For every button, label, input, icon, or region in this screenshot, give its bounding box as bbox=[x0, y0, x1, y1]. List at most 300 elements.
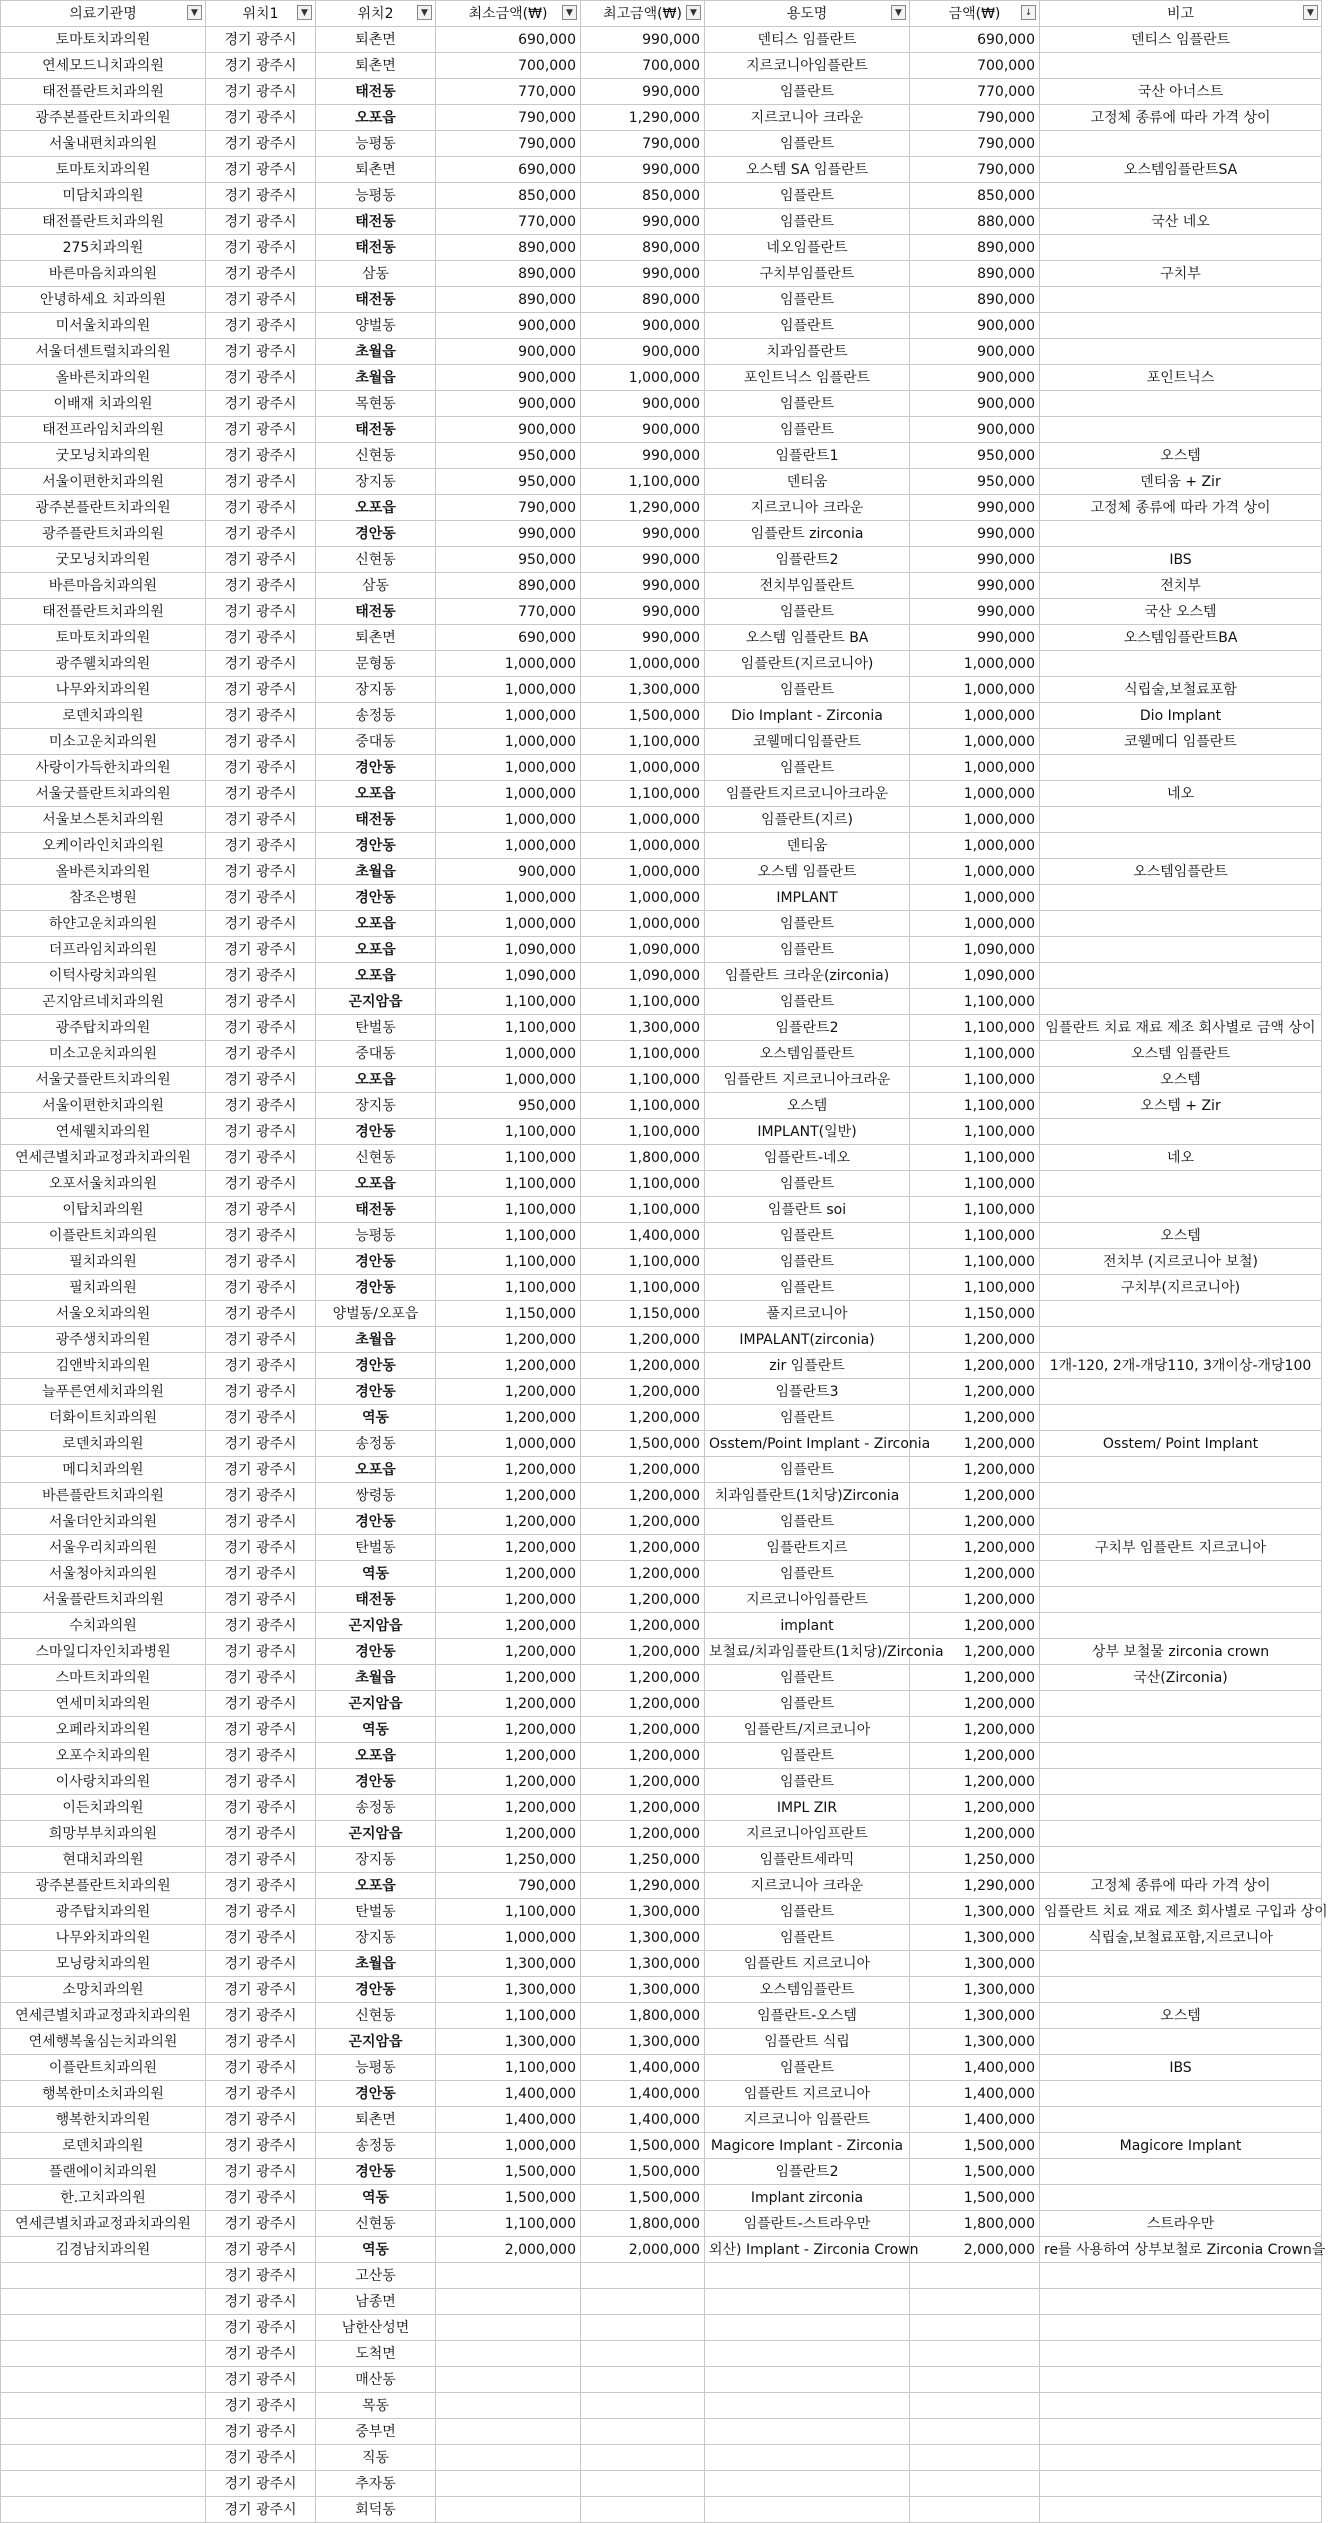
price-cell[interactable]: 1,300,000 bbox=[910, 2029, 1040, 2055]
institution-cell[interactable]: 로덴치과의원 bbox=[1, 1431, 206, 1457]
note-cell[interactable]: 고정체 종류에 따라 가격 상이 bbox=[1040, 105, 1322, 131]
min-price-cell[interactable]: 1,100,000 bbox=[436, 2055, 581, 2081]
institution-cell[interactable]: 서울더안치과의원 bbox=[1, 1509, 206, 1535]
min-price-cell[interactable]: 1,400,000 bbox=[436, 2107, 581, 2133]
max-price-cell[interactable]: 1,200,000 bbox=[581, 1405, 705, 1431]
location1-cell[interactable]: 경기 광주시 bbox=[206, 79, 316, 105]
price-cell[interactable] bbox=[910, 2315, 1040, 2341]
min-price-cell[interactable]: 1,000,000 bbox=[436, 1431, 581, 1457]
note-cell[interactable] bbox=[1040, 1327, 1322, 1353]
price-cell[interactable]: 1,100,000 bbox=[910, 1119, 1040, 1145]
institution-cell[interactable]: 광주탑치과의원 bbox=[1, 1015, 206, 1041]
max-price-cell[interactable]: 1,250,000 bbox=[581, 1847, 705, 1873]
usage-cell[interactable] bbox=[705, 2289, 910, 2315]
max-price-cell[interactable]: 1,200,000 bbox=[581, 1379, 705, 1405]
location2-cell[interactable]: 경안동 bbox=[316, 2081, 436, 2107]
price-cell[interactable]: 790,000 bbox=[910, 105, 1040, 131]
location1-cell[interactable]: 경기 광주시 bbox=[206, 1223, 316, 1249]
institution-cell[interactable]: 올바른치과의원 bbox=[1, 859, 206, 885]
note-cell[interactable]: 구치부(지르코니아) bbox=[1040, 1275, 1322, 1301]
note-cell[interactable] bbox=[1040, 885, 1322, 911]
location1-cell[interactable]: 경기 광주시 bbox=[206, 391, 316, 417]
usage-cell[interactable]: 임플란트-오스템 bbox=[705, 2003, 910, 2029]
institution-cell[interactable]: 서울오치과의원 bbox=[1, 1301, 206, 1327]
min-price-cell[interactable] bbox=[436, 2315, 581, 2341]
usage-cell[interactable]: Implant zirconia bbox=[705, 2185, 910, 2211]
institution-cell[interactable]: 안녕하세요 치과의원 bbox=[1, 287, 206, 313]
institution-cell[interactable]: 서울내편치과의원 bbox=[1, 131, 206, 157]
price-cell[interactable]: 1,200,000 bbox=[910, 1587, 1040, 1613]
price-cell[interactable]: 990,000 bbox=[910, 521, 1040, 547]
location2-cell[interactable]: 신현동 bbox=[316, 2003, 436, 2029]
note-cell[interactable] bbox=[1040, 1457, 1322, 1483]
location2-cell[interactable]: 오포읍 bbox=[316, 1067, 436, 1093]
note-cell[interactable]: 오스템임플란트 bbox=[1040, 859, 1322, 885]
usage-cell[interactable]: Magicore Implant - Zirconia bbox=[705, 2133, 910, 2159]
max-price-cell[interactable]: 1,100,000 bbox=[581, 1249, 705, 1275]
location1-cell[interactable]: 경기 광주시 bbox=[206, 2289, 316, 2315]
note-cell[interactable] bbox=[1040, 1171, 1322, 1197]
note-cell[interactable]: 오스템 bbox=[1040, 2003, 1322, 2029]
max-price-cell[interactable]: 1,200,000 bbox=[581, 1457, 705, 1483]
price-cell[interactable]: 1,000,000 bbox=[910, 651, 1040, 677]
price-cell[interactable]: 1,100,000 bbox=[910, 1145, 1040, 1171]
location2-cell[interactable]: 오포읍 bbox=[316, 1873, 436, 1899]
min-price-cell[interactable]: 890,000 bbox=[436, 287, 581, 313]
institution-cell[interactable]: 미소고운치과의원 bbox=[1, 1041, 206, 1067]
min-price-cell[interactable] bbox=[436, 2497, 581, 2523]
usage-cell[interactable]: 임플란트 bbox=[705, 599, 910, 625]
max-price-cell[interactable]: 900,000 bbox=[581, 391, 705, 417]
note-cell[interactable]: 전치부 bbox=[1040, 573, 1322, 599]
max-price-cell[interactable]: 1,200,000 bbox=[581, 1691, 705, 1717]
max-price-cell[interactable]: 1,800,000 bbox=[581, 2211, 705, 2237]
note-cell[interactable] bbox=[1040, 391, 1322, 417]
price-cell[interactable]: 1,200,000 bbox=[910, 1353, 1040, 1379]
location2-cell[interactable]: 회덕동 bbox=[316, 2497, 436, 2523]
note-cell[interactable]: 임플란트 치료 재료 제조 회사별로 금액 상이 bbox=[1040, 1015, 1322, 1041]
price-cell[interactable]: 990,000 bbox=[910, 599, 1040, 625]
min-price-cell[interactable]: 1,200,000 bbox=[436, 1821, 581, 1847]
min-price-cell[interactable]: 1,200,000 bbox=[436, 1665, 581, 1691]
institution-cell[interactable] bbox=[1, 2263, 206, 2289]
max-price-cell[interactable]: 1,100,000 bbox=[581, 989, 705, 1015]
usage-cell[interactable]: 임플란트지르 bbox=[705, 1535, 910, 1561]
location2-cell[interactable]: 남한산성면 bbox=[316, 2315, 436, 2341]
location1-cell[interactable]: 경기 광주시 bbox=[206, 2497, 316, 2523]
usage-cell[interactable]: 오스템 bbox=[705, 1093, 910, 1119]
institution-cell[interactable]: 연세모드니치과의원 bbox=[1, 53, 206, 79]
max-price-cell[interactable]: 1,290,000 bbox=[581, 105, 705, 131]
note-cell[interactable]: 오스템 bbox=[1040, 443, 1322, 469]
institution-cell[interactable]: 서울보스톤치과의원 bbox=[1, 807, 206, 833]
min-price-cell[interactable]: 1,250,000 bbox=[436, 1847, 581, 1873]
min-price-cell[interactable]: 950,000 bbox=[436, 547, 581, 573]
min-price-cell[interactable]: 990,000 bbox=[436, 521, 581, 547]
note-cell[interactable]: 1개-120, 2개-개당110, 3개이상-개당100 bbox=[1040, 1353, 1322, 1379]
usage-cell[interactable] bbox=[705, 2315, 910, 2341]
usage-cell[interactable]: 임플란트 bbox=[705, 1743, 910, 1769]
institution-cell[interactable]: 나무와치과의원 bbox=[1, 677, 206, 703]
min-price-cell[interactable]: 1,200,000 bbox=[436, 1717, 581, 1743]
institution-cell[interactable]: 태전플란트치과의원 bbox=[1, 209, 206, 235]
location1-cell[interactable]: 경기 광주시 bbox=[206, 1275, 316, 1301]
max-price-cell[interactable]: 1,000,000 bbox=[581, 807, 705, 833]
price-cell[interactable] bbox=[910, 2341, 1040, 2367]
location2-cell[interactable]: 장지동 bbox=[316, 677, 436, 703]
price-cell[interactable]: 1,200,000 bbox=[910, 1327, 1040, 1353]
max-price-cell[interactable]: 1,000,000 bbox=[581, 365, 705, 391]
price-cell[interactable]: 1,200,000 bbox=[910, 1379, 1040, 1405]
institution-cell[interactable]: 바른플란트치과의원 bbox=[1, 1483, 206, 1509]
max-price-cell[interactable]: 890,000 bbox=[581, 235, 705, 261]
max-price-cell[interactable]: 700,000 bbox=[581, 53, 705, 79]
min-price-cell[interactable] bbox=[436, 2289, 581, 2315]
location1-cell[interactable]: 경기 광주시 bbox=[206, 677, 316, 703]
usage-cell[interactable]: 임플란트-스트라우만 bbox=[705, 2211, 910, 2237]
note-cell[interactable]: 네오 bbox=[1040, 781, 1322, 807]
institution-cell[interactable]: 서울이편한치과의원 bbox=[1, 1093, 206, 1119]
note-cell[interactable] bbox=[1040, 1977, 1322, 2003]
note-cell[interactable]: IBS bbox=[1040, 547, 1322, 573]
location2-cell[interactable]: 능평동 bbox=[316, 131, 436, 157]
institution-cell[interactable] bbox=[1, 2367, 206, 2393]
usage-cell[interactable]: 임플란트 bbox=[705, 209, 910, 235]
location2-cell[interactable]: 오포읍 bbox=[316, 495, 436, 521]
filter-dropdown-icon[interactable]: ▼ bbox=[1303, 5, 1318, 20]
institution-cell[interactable] bbox=[1, 2497, 206, 2523]
location2-cell[interactable]: 태전동 bbox=[316, 287, 436, 313]
note-cell[interactable]: 구치부 임플란트 지르코니아 bbox=[1040, 1535, 1322, 1561]
location2-cell[interactable]: 역동 bbox=[316, 2237, 436, 2263]
min-price-cell[interactable] bbox=[436, 2367, 581, 2393]
price-cell[interactable]: 1,000,000 bbox=[910, 755, 1040, 781]
max-price-cell[interactable]: 1,500,000 bbox=[581, 1431, 705, 1457]
max-price-cell[interactable]: 1,300,000 bbox=[581, 1925, 705, 1951]
location1-cell[interactable]: 경기 광주시 bbox=[206, 1899, 316, 1925]
price-cell[interactable]: 1,000,000 bbox=[910, 885, 1040, 911]
location2-cell[interactable]: 장지동 bbox=[316, 1847, 436, 1873]
max-price-cell[interactable]: 1,400,000 bbox=[581, 2107, 705, 2133]
usage-cell[interactable]: 임플란트 bbox=[705, 1665, 910, 1691]
note-cell[interactable] bbox=[1040, 1483, 1322, 1509]
usage-cell[interactable]: 임플란트3 bbox=[705, 1379, 910, 1405]
institution-cell[interactable]: 이배재 치과의원 bbox=[1, 391, 206, 417]
price-cell[interactable]: 1,100,000 bbox=[910, 1249, 1040, 1275]
location1-cell[interactable]: 경기 광주시 bbox=[206, 1977, 316, 2003]
usage-cell[interactable]: IMPLANT bbox=[705, 885, 910, 911]
institution-cell[interactable]: 더프라임치과의원 bbox=[1, 937, 206, 963]
note-cell[interactable]: 고정체 종류에 따라 가격 상이 bbox=[1040, 495, 1322, 521]
max-price-cell[interactable]: 900,000 bbox=[581, 417, 705, 443]
location2-cell[interactable]: 경안동 bbox=[316, 1249, 436, 1275]
institution-cell[interactable]: 참조은병원 bbox=[1, 885, 206, 911]
usage-cell[interactable]: 임플란트 지르코니아 bbox=[705, 2081, 910, 2107]
location2-cell[interactable]: 곤지암읍 bbox=[316, 1613, 436, 1639]
price-cell[interactable]: 1,200,000 bbox=[910, 1769, 1040, 1795]
location1-cell[interactable]: 경기 광주시 bbox=[206, 2471, 316, 2497]
location1-cell[interactable]: 경기 광주시 bbox=[206, 885, 316, 911]
max-price-cell[interactable]: 990,000 bbox=[581, 547, 705, 573]
usage-cell[interactable] bbox=[705, 2419, 910, 2445]
max-price-cell[interactable]: 2,000,000 bbox=[581, 2237, 705, 2263]
price-cell[interactable]: 900,000 bbox=[910, 391, 1040, 417]
location1-cell[interactable]: 경기 광주시 bbox=[206, 287, 316, 313]
note-cell[interactable] bbox=[1040, 2185, 1322, 2211]
min-price-cell[interactable]: 890,000 bbox=[436, 235, 581, 261]
max-price-cell[interactable]: 1,090,000 bbox=[581, 963, 705, 989]
price-cell[interactable]: 990,000 bbox=[910, 573, 1040, 599]
usage-cell[interactable]: 덴티움 bbox=[705, 833, 910, 859]
location1-cell[interactable]: 경기 광주시 bbox=[206, 131, 316, 157]
location2-cell[interactable]: 오포읍 bbox=[316, 781, 436, 807]
note-cell[interactable]: 고정체 종류에 따라 가격 상이 bbox=[1040, 1873, 1322, 1899]
note-cell[interactable] bbox=[1040, 2393, 1322, 2419]
location1-cell[interactable]: 경기 광주시 bbox=[206, 989, 316, 1015]
max-price-cell[interactable]: 1,000,000 bbox=[581, 911, 705, 937]
max-price-cell[interactable]: 1,100,000 bbox=[581, 1275, 705, 1301]
usage-cell[interactable]: 임플란트 bbox=[705, 1899, 910, 1925]
min-price-cell[interactable]: 1,100,000 bbox=[436, 1119, 581, 1145]
price-cell[interactable] bbox=[910, 2393, 1040, 2419]
min-price-cell[interactable]: 1,000,000 bbox=[436, 755, 581, 781]
min-price-cell[interactable]: 1,200,000 bbox=[436, 1509, 581, 1535]
institution-cell[interactable]: 더화이트치과의원 bbox=[1, 1405, 206, 1431]
min-price-cell[interactable]: 770,000 bbox=[436, 79, 581, 105]
max-price-cell[interactable]: 990,000 bbox=[581, 599, 705, 625]
price-cell[interactable]: 1,200,000 bbox=[910, 1821, 1040, 1847]
max-price-cell[interactable]: 1,000,000 bbox=[581, 833, 705, 859]
location2-cell[interactable]: 신현동 bbox=[316, 443, 436, 469]
note-cell[interactable] bbox=[1040, 755, 1322, 781]
usage-cell[interactable]: 치과임플란트 bbox=[705, 339, 910, 365]
max-price-cell[interactable]: 1,100,000 bbox=[581, 1171, 705, 1197]
location1-cell[interactable]: 경기 광주시 bbox=[206, 807, 316, 833]
institution-cell[interactable]: 서울이편한치과의원 bbox=[1, 469, 206, 495]
location1-cell[interactable]: 경기 광주시 bbox=[206, 261, 316, 287]
price-cell[interactable]: 1,000,000 bbox=[910, 807, 1040, 833]
price-cell[interactable]: 1,200,000 bbox=[910, 1405, 1040, 1431]
usage-cell[interactable]: 임플란트 bbox=[705, 79, 910, 105]
location1-cell[interactable]: 경기 광주시 bbox=[206, 547, 316, 573]
usage-cell[interactable]: 치과임플란트(1치당)Zirconia bbox=[705, 1483, 910, 1509]
location2-cell[interactable]: 능평동 bbox=[316, 1223, 436, 1249]
price-cell[interactable]: 1,000,000 bbox=[910, 833, 1040, 859]
location1-cell[interactable]: 경기 광주시 bbox=[206, 443, 316, 469]
min-price-cell[interactable]: 1,000,000 bbox=[436, 911, 581, 937]
note-cell[interactable] bbox=[1040, 313, 1322, 339]
min-price-cell[interactable]: 1,100,000 bbox=[436, 1015, 581, 1041]
max-price-cell[interactable]: 1,100,000 bbox=[581, 1197, 705, 1223]
min-price-cell[interactable]: 1,000,000 bbox=[436, 807, 581, 833]
institution-cell[interactable]: 광주웰치과의원 bbox=[1, 651, 206, 677]
max-price-cell[interactable]: 1,200,000 bbox=[581, 1483, 705, 1509]
usage-cell[interactable] bbox=[705, 2471, 910, 2497]
location2-cell[interactable]: 중부면 bbox=[316, 2419, 436, 2445]
location2-cell[interactable]: 경안동 bbox=[316, 1379, 436, 1405]
location1-cell[interactable]: 경기 광주시 bbox=[206, 1561, 316, 1587]
price-cell[interactable] bbox=[910, 2419, 1040, 2445]
location1-cell[interactable]: 경기 광주시 bbox=[206, 1639, 316, 1665]
institution-cell[interactable]: 늘푸른연세치과의원 bbox=[1, 1379, 206, 1405]
price-cell[interactable]: 1,200,000 bbox=[910, 1665, 1040, 1691]
usage-cell[interactable]: 임플란트 지르코니아크라운 bbox=[705, 1067, 910, 1093]
location2-cell[interactable]: 역동 bbox=[316, 1717, 436, 1743]
usage-cell[interactable]: Dio Implant - Zirconia bbox=[705, 703, 910, 729]
institution-cell[interactable]: 서울플란트치과의원 bbox=[1, 1587, 206, 1613]
usage-cell[interactable]: 임플란트 soi bbox=[705, 1197, 910, 1223]
location2-cell[interactable]: 양벌동/오포읍 bbox=[316, 1301, 436, 1327]
institution-cell[interactable]: 연세행복울심는치과의원 bbox=[1, 2029, 206, 2055]
filter-dropdown-icon[interactable]: ▼ bbox=[297, 5, 312, 20]
max-price-cell[interactable]: 990,000 bbox=[581, 27, 705, 53]
note-cell[interactable] bbox=[1040, 2419, 1322, 2445]
max-price-cell[interactable]: 1,300,000 bbox=[581, 1951, 705, 1977]
max-price-cell[interactable]: 1,200,000 bbox=[581, 1561, 705, 1587]
usage-cell[interactable]: 임플란트1 bbox=[705, 443, 910, 469]
price-cell[interactable]: 1,800,000 bbox=[910, 2211, 1040, 2237]
note-cell[interactable]: Magicore Implant bbox=[1040, 2133, 1322, 2159]
max-price-cell[interactable]: 990,000 bbox=[581, 443, 705, 469]
note-cell[interactable] bbox=[1040, 183, 1322, 209]
institution-cell[interactable]: 서울우리치과의원 bbox=[1, 1535, 206, 1561]
price-cell[interactable]: 900,000 bbox=[910, 313, 1040, 339]
note-cell[interactable]: 식립술,보철료포함,지르코니아 bbox=[1040, 1925, 1322, 1951]
price-cell[interactable]: 1,200,000 bbox=[910, 1743, 1040, 1769]
note-cell[interactable] bbox=[1040, 1613, 1322, 1639]
location1-cell[interactable]: 경기 광주시 bbox=[206, 2315, 316, 2341]
note-cell[interactable]: IBS bbox=[1040, 2055, 1322, 2081]
min-price-cell[interactable]: 1,000,000 bbox=[436, 1067, 581, 1093]
location2-cell[interactable]: 퇴촌면 bbox=[316, 53, 436, 79]
filter-dropdown-icon[interactable]: ▼ bbox=[891, 5, 906, 20]
location2-cell[interactable]: 오포읍 bbox=[316, 1171, 436, 1197]
usage-cell[interactable]: 임플란트 bbox=[705, 313, 910, 339]
max-price-cell[interactable]: 1,500,000 bbox=[581, 2185, 705, 2211]
usage-cell[interactable]: 임플란트(지르) bbox=[705, 807, 910, 833]
min-price-cell[interactable]: 1,200,000 bbox=[436, 1691, 581, 1717]
min-price-cell[interactable]: 950,000 bbox=[436, 1093, 581, 1119]
usage-cell[interactable] bbox=[705, 2341, 910, 2367]
location1-cell[interactable]: 경기 광주시 bbox=[206, 2211, 316, 2237]
location2-cell[interactable]: 태전동 bbox=[316, 235, 436, 261]
min-price-cell[interactable]: 1,100,000 bbox=[436, 1223, 581, 1249]
location2-cell[interactable]: 곤지암읍 bbox=[316, 1821, 436, 1847]
note-cell[interactable] bbox=[1040, 1119, 1322, 1145]
usage-cell[interactable]: 임플란트 크라운(zirconia) bbox=[705, 963, 910, 989]
institution-cell[interactable] bbox=[1, 2445, 206, 2471]
location2-cell[interactable]: 송정동 bbox=[316, 1431, 436, 1457]
max-price-cell[interactable]: 1,100,000 bbox=[581, 1093, 705, 1119]
max-price-cell[interactable]: 1,500,000 bbox=[581, 2159, 705, 2185]
usage-cell[interactable]: implant bbox=[705, 1613, 910, 1639]
note-cell[interactable] bbox=[1040, 1795, 1322, 1821]
max-price-cell[interactable]: 1,200,000 bbox=[581, 1353, 705, 1379]
max-price-cell[interactable]: 990,000 bbox=[581, 625, 705, 651]
min-price-cell[interactable]: 1,000,000 bbox=[436, 1925, 581, 1951]
usage-cell[interactable]: 임플란트 bbox=[705, 1249, 910, 1275]
price-cell[interactable]: 990,000 bbox=[910, 625, 1040, 651]
location2-cell[interactable]: 오포읍 bbox=[316, 963, 436, 989]
price-cell[interactable]: 1,000,000 bbox=[910, 911, 1040, 937]
note-cell[interactable]: 오스템 bbox=[1040, 1223, 1322, 1249]
max-price-cell[interactable]: 1,200,000 bbox=[581, 1821, 705, 1847]
min-price-cell[interactable]: 790,000 bbox=[436, 495, 581, 521]
min-price-cell[interactable]: 2,000,000 bbox=[436, 2237, 581, 2263]
price-cell[interactable]: 880,000 bbox=[910, 209, 1040, 235]
note-cell[interactable] bbox=[1040, 1509, 1322, 1535]
note-cell[interactable] bbox=[1040, 1717, 1322, 1743]
usage-cell[interactable]: 오스템임플란트 bbox=[705, 1041, 910, 1067]
price-cell[interactable]: 950,000 bbox=[910, 469, 1040, 495]
institution-cell[interactable]: 연세미치과의원 bbox=[1, 1691, 206, 1717]
max-price-cell[interactable]: 1,000,000 bbox=[581, 885, 705, 911]
usage-cell[interactable]: 임플란트 bbox=[705, 417, 910, 443]
price-cell[interactable]: 1,150,000 bbox=[910, 1301, 1040, 1327]
max-price-cell[interactable] bbox=[581, 2445, 705, 2471]
max-price-cell[interactable]: 1,200,000 bbox=[581, 1717, 705, 1743]
price-cell[interactable]: 950,000 bbox=[910, 443, 1040, 469]
location2-cell[interactable]: 오포읍 bbox=[316, 1743, 436, 1769]
location1-cell[interactable]: 경기 광주시 bbox=[206, 833, 316, 859]
usage-cell[interactable] bbox=[705, 2367, 910, 2393]
location2-cell[interactable]: 송정동 bbox=[316, 2133, 436, 2159]
min-price-cell[interactable]: 890,000 bbox=[436, 261, 581, 287]
price-cell[interactable]: 1,500,000 bbox=[910, 2185, 1040, 2211]
note-cell[interactable]: 국산 네오 bbox=[1040, 209, 1322, 235]
institution-cell[interactable]: 연세큰별치과교정과치과의원 bbox=[1, 1145, 206, 1171]
location2-cell[interactable]: 추자동 bbox=[316, 2471, 436, 2497]
note-cell[interactable] bbox=[1040, 1405, 1322, 1431]
location1-cell[interactable]: 경기 광주시 bbox=[206, 1821, 316, 1847]
note-cell[interactable]: 상부 보철물 zirconia crown bbox=[1040, 1639, 1322, 1665]
institution-cell[interactable] bbox=[1, 2289, 206, 2315]
min-price-cell[interactable]: 950,000 bbox=[436, 469, 581, 495]
location2-cell[interactable]: 문형동 bbox=[316, 651, 436, 677]
location1-cell[interactable]: 경기 광주시 bbox=[206, 2055, 316, 2081]
location2-cell[interactable]: 곤지암읍 bbox=[316, 2029, 436, 2055]
location1-cell[interactable]: 경기 광주시 bbox=[206, 339, 316, 365]
usage-cell[interactable]: 임플란트세라믹 bbox=[705, 1847, 910, 1873]
note-cell[interactable] bbox=[1040, 651, 1322, 677]
sort-filter-icon[interactable]: ↓ bbox=[1021, 5, 1036, 20]
note-cell[interactable] bbox=[1040, 521, 1322, 547]
max-price-cell[interactable]: 890,000 bbox=[581, 287, 705, 313]
institution-cell[interactable] bbox=[1, 2393, 206, 2419]
price-cell[interactable]: 1,100,000 bbox=[910, 1067, 1040, 1093]
min-price-cell[interactable]: 1,000,000 bbox=[436, 729, 581, 755]
price-cell[interactable]: 890,000 bbox=[910, 261, 1040, 287]
institution-cell[interactable] bbox=[1, 2341, 206, 2367]
note-cell[interactable] bbox=[1040, 1587, 1322, 1613]
note-cell[interactable] bbox=[1040, 339, 1322, 365]
location1-cell[interactable]: 경기 광주시 bbox=[206, 1691, 316, 1717]
max-price-cell[interactable]: 1,200,000 bbox=[581, 1639, 705, 1665]
price-cell[interactable]: 1,200,000 bbox=[910, 1535, 1040, 1561]
usage-cell[interactable]: 지르코니아 임플란트 bbox=[705, 2107, 910, 2133]
min-price-cell[interactable]: 1,100,000 bbox=[436, 989, 581, 1015]
min-price-cell[interactable]: 790,000 bbox=[436, 131, 581, 157]
usage-cell[interactable]: 보철료/치과임플란트(1치당)/Zirconia bbox=[705, 1639, 910, 1665]
min-price-cell[interactable]: 900,000 bbox=[436, 391, 581, 417]
location1-cell[interactable]: 경기 광주시 bbox=[206, 1665, 316, 1691]
location1-cell[interactable]: 경기 광주시 bbox=[206, 625, 316, 651]
min-price-cell[interactable]: 1,200,000 bbox=[436, 1743, 581, 1769]
price-cell[interactable]: 1,100,000 bbox=[910, 989, 1040, 1015]
min-price-cell[interactable]: 900,000 bbox=[436, 859, 581, 885]
max-price-cell[interactable] bbox=[581, 2341, 705, 2367]
location2-cell[interactable]: 초월읍 bbox=[316, 1665, 436, 1691]
